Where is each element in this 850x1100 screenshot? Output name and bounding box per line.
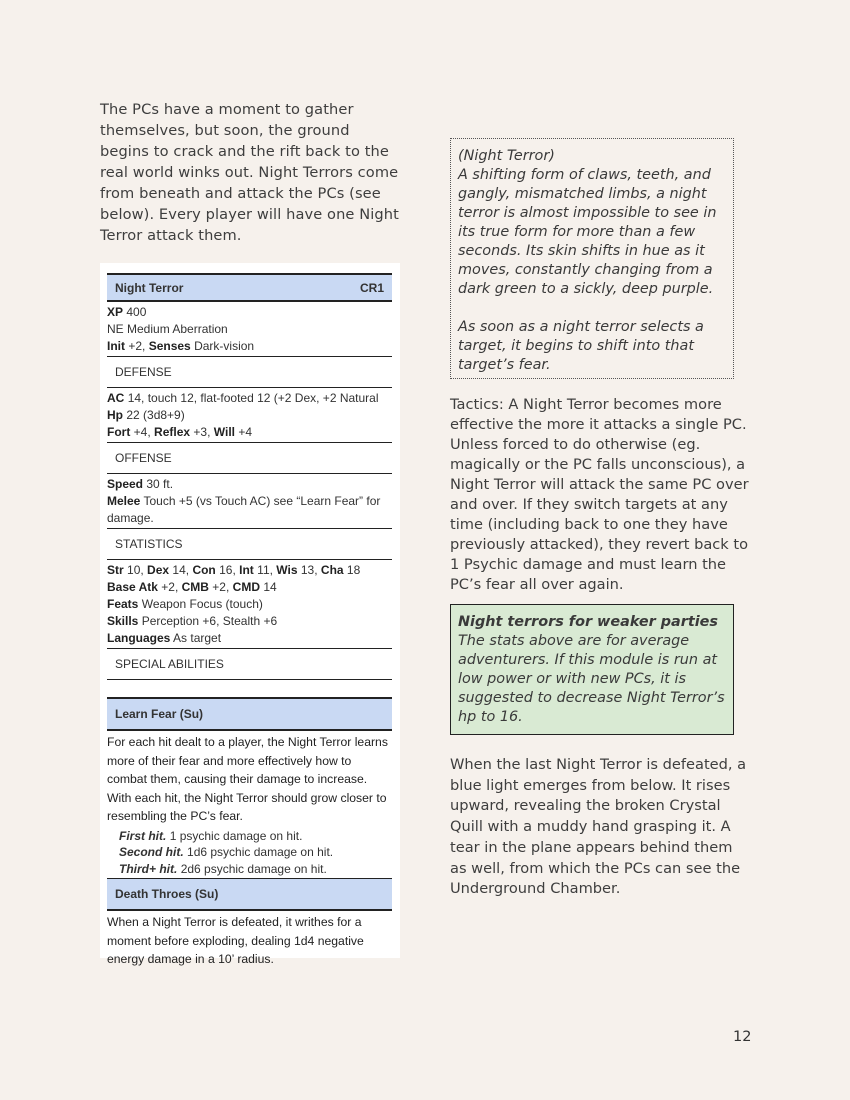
list-item: First hit. 1 psychic damage on hit.	[119, 828, 303, 843]
type-line: NE Medium Aberration	[107, 322, 228, 336]
weaker-parties-text: The stats above are for average adventurers. If this module is run at low power or with new PCs, it is suggested to decrease Night Terror’s hp to 16.	[458, 633, 725, 725]
ability-scores-line: Str 10, Dex 14, Con 16, Int 11, Wis 13, Cha 18	[107, 563, 361, 577]
intro-stats	[107, 302, 392, 357]
special-abilities-heading: SPECIAL ABILITIES	[107, 649, 392, 680]
speed-line: Speed 30 ft.	[107, 477, 174, 491]
ac-line: AC 14, touch 12, flat-footed 12 (+2 Dex, +2 Natural	[107, 391, 379, 405]
feats-line: Feats Weapon Focus (touch)	[107, 597, 263, 611]
saves-line: Fort +4, Reflex +3, Will +4	[107, 425, 253, 439]
page-number: 12	[733, 1029, 752, 1045]
xp-line: XP 400	[107, 305, 147, 319]
offense-heading: OFFENSE	[107, 443, 392, 474]
list-item: Third+ hit. 2d6 psychic damage on hit.	[119, 861, 327, 876]
hp-line: Hp 22 (3d8+9)	[107, 408, 185, 422]
init-senses-line: Init +2, Senses Dark-vision	[107, 339, 255, 353]
death-throes-heading: Death Throes (Su)	[107, 879, 392, 911]
defense-heading: DEFENSE	[107, 357, 392, 388]
languages-line: Languages As target	[107, 631, 222, 645]
hit-progression-list	[107, 828, 392, 880]
defense-stats	[107, 388, 392, 443]
weaker-parties-title: Night terrors for weaker parties	[458, 614, 718, 630]
statistics-stats	[107, 560, 392, 649]
tactics-paragraph: Tactics: A Night Terror becomes more effective the more it attacks a single PC. Unless forced to do otherwise (eg. magically or the PC falls unconscious), a Night Terror will attack the same PC over and over. If they switch targets at any time (including back to one they have previously attacked), they revert back to 1 Psychic damage and must learn the PC’s fear all over again.	[450, 396, 749, 593]
ending-paragraph: When the last Night Terror is defeated, a blue light emerges from below. It rises upward, revealing the broken Crystal Quill with a muddy hand grasping it. A tear in the plane appears behind them as well, from which the PCs can see the Underground Chamber.	[450, 756, 747, 898]
melee-line: Melee Touch +5 (vs Touch AC) see “Learn Fear” for damage.	[107, 494, 381, 525]
creature-name: Night Terror	[115, 280, 184, 295]
flavor-text-box	[450, 138, 734, 379]
flavor-paragraph: (Night Terror) A shifting form of claws, teeth, and gangly, mismatched limbs, a night terror is almost impossible to see in its true form for more than a few seconds. Its skin shifts in hue as it moves, constantly changing from a dark green to a sickly, deep purple.	[458, 148, 717, 297]
intro-paragraph: The PCs have a moment to gather themselves, but soon, the ground begins to crack and the rift back to the real world winks out. Night Terrors come from beneath and attack the PCs (see below). Every player will have one Night Terror attack them.	[100, 101, 399, 244]
death-throes-text: When a Night Terror is defeated, it writhes for a moment before exploding, dealing 1d4 negative energy damage in a 10’ radius.	[107, 915, 364, 966]
combat-stats-line: Base Atk +2, CMB +2, CMD 14	[107, 580, 277, 594]
weaker-parties-box	[450, 604, 734, 735]
list-item: Second hit. 1d6 psychic damage on hit.	[119, 845, 334, 859]
night-terror-statblock	[100, 263, 400, 966]
challenge-rating: CR1	[359, 280, 384, 295]
statblock-header	[107, 273, 392, 302]
learn-fear-text: For each hit dealt to a player, the Night Terror learns more of their fear and more effectively how to combat them, causing their damage to increase. With each hit, the Night Terror should grow closer to resembling the PC’s fear.	[107, 735, 388, 823]
statistics-heading: STATISTICS	[107, 529, 392, 560]
skills-line: Skills Perception +6, Stealth +6	[107, 614, 278, 628]
offense-stats	[107, 474, 392, 529]
learn-fear-heading: Learn Fear (Su)	[107, 697, 392, 731]
flavor-paragraph: As soon as a night terror selects a target, it begins to shift into that target’s fear.	[458, 319, 704, 373]
